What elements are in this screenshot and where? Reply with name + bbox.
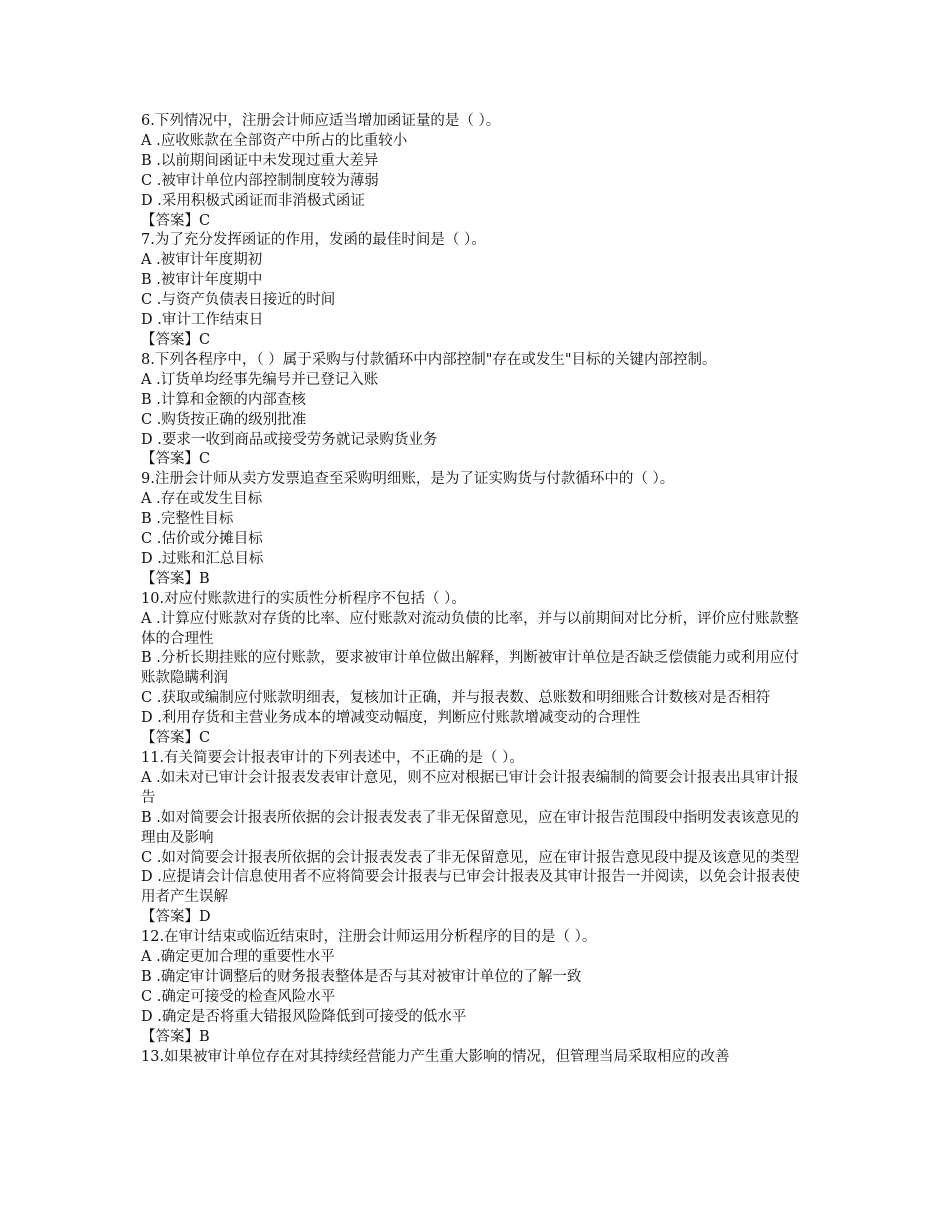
answer: 【答案】C (141, 730, 211, 747)
option-c: C .估价或分摊目标 (141, 531, 263, 548)
question-stem: 13.如果被审计单位存在对其持续经营能力产生重大影响的情况，但管理当局采取相应的改善 (141, 1048, 730, 1065)
option-a: A .如未对已审计会计报表发表审计意见，则不应对根据已审计会计报表编制的简要会计报表出具审计报告 (141, 769, 799, 806)
option-d: D .审计工作结束日 (141, 312, 264, 329)
question-stem: 6.下列情况中，注册会计师应适当增加函证量的是（ ）。 (141, 113, 501, 129)
option-a: A .被审计年度期初 (141, 252, 263, 269)
question-6 (141, 112, 805, 231)
question-10 (141, 590, 805, 749)
question-stem: 9.注册会计师从卖方发票追查至采购明细账，是为了证实购货与付款循环中的（ ）。 (141, 471, 675, 488)
option-d: D .过账和汇总目标 (141, 550, 264, 567)
question-7 (141, 231, 805, 350)
option-d: D .要求一收到商品或接受劳务就记录购货业务 (141, 431, 438, 448)
answer: 【答案】B (141, 1028, 210, 1045)
question-stem: 8.下列各程序中，（ ）属于采购与付款循环中内部控制"存在或发生"目标的关键内部控制。 (141, 351, 717, 368)
option-a: A .存在或发生目标 (141, 491, 263, 508)
answer: 【答案】B (141, 570, 210, 587)
option-b: B .如对简要会计报表所依据的会计报表发表了非无保留意见，应在审计报告范围段中指明发表该意见的理由及影响 (141, 809, 799, 846)
option-b: B .计算和金额的内部查核 (141, 391, 306, 408)
option-d: D .采用积极式函证而非消极式函证 (141, 192, 365, 209)
option-b: B .被审计年度期中 (141, 272, 263, 289)
option-a: A .应收账款在全部资产中所占的比重较小 (141, 132, 408, 149)
option-d: D .确定是否将重大错报风险降低到可接受的低水平 (141, 1008, 467, 1025)
option-b: B .确定审计调整后的财务报表整体是否与其对被审计单位的了解一致 (141, 968, 582, 985)
question-stem: 7.为了充分发挥函证的作用，发函的最佳时间是（ ）。 (141, 232, 486, 249)
option-c: C .与资产负债表日接近的时间 (141, 292, 336, 309)
option-c: C .如对简要会计报表所依据的会计报表发表了非无保留意见，应在审计报告意见段中提及该意见的类型 (141, 849, 800, 866)
question-8 (141, 351, 805, 470)
question-12 (141, 928, 805, 1047)
option-d: D .应提请会计信息使用者不应将简要会计报表与已审会计报表及其审计报告一并阅读，以免会计报表使用者产生误解 (141, 869, 800, 906)
option-d: D .利用存货和主营业务成本的增减变动幅度，判断应付账款增减变动的合理性 (141, 710, 641, 727)
question-11 (141, 749, 805, 928)
option-b: B .以前期间函证中未发现过重大差异 (141, 152, 379, 169)
option-c: C .确定可接受的检查风险水平 (141, 988, 336, 1005)
option-a: A .确定更加合理的重要性水平 (141, 949, 335, 966)
question-stem: 10.对应付账款进行的实质性分析程序不包括（ ）。 (141, 590, 466, 607)
answer: 【答案】C (141, 331, 211, 348)
question-stem: 11.有关简要会计报表审计的下列表述中，不正确的是（ ）。 (141, 750, 524, 766)
option-c: C .购货按正确的级别批准 (141, 411, 307, 428)
option-b: B .完整性目标 (141, 511, 234, 528)
answer: 【答案】D (141, 909, 211, 926)
option-c: C .获取或编制应付账款明细表，复核加计正确，并与报表数、总账数和明细账合计数核对是否相符 (141, 690, 771, 707)
option-c: C .被审计单位内部控制制度较为薄弱 (141, 172, 379, 189)
question-9 (141, 470, 805, 589)
answer: 【答案】C (141, 212, 211, 229)
option-a: A .订货单均经事先编号并已登记入账 (141, 371, 379, 388)
exam-content (141, 112, 805, 1068)
question-13 (141, 1048, 805, 1068)
option-a: A .计算应付账款对存货的比率、应付账款对流动负债的比率，并与以前期间对比分析，评价应付账款整体的合理性 (141, 610, 799, 647)
answer: 【答案】C (141, 451, 211, 468)
option-b: B .分析长期挂账的应付账款，要求被审计单位做出解释，判断被审计单位是否缺乏偿债能力或利用应付账款隐瞒利润 (141, 650, 799, 687)
question-stem: 12.在审计结束或临近结束时，注册会计师运用分析程序的目的是（ ）。 (141, 929, 597, 946)
